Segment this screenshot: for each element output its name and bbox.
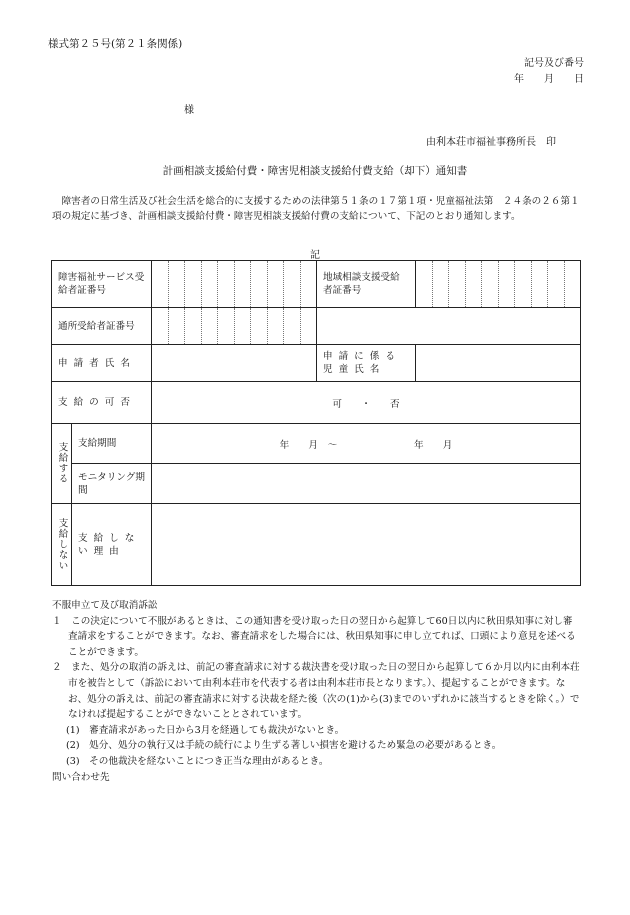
service-recipient-label-cell — [52, 261, 152, 308]
appeal-notes — [52, 598, 582, 785]
form-number: 様式第２５号(第２１条関係) — [48, 38, 183, 50]
child-name-label: 申請に係る児童氏名 — [323, 351, 401, 375]
approval-label-cell — [52, 382, 152, 424]
note-subitem-2: (2) 処分、処分の執行又は手続の続行により生ずる著しい損害を避けるため緊急の必要があるとき。 — [66, 740, 502, 752]
outpatient-label: 通所受給者証番号 — [58, 320, 135, 332]
ki-heading: 記 — [310, 250, 320, 261]
document-title: 計画相談支援給付費・障害児相談支援給付費支給（却下）通知書 — [162, 165, 468, 177]
deny-group-cell — [52, 504, 72, 586]
monitoring-label-cell — [72, 464, 152, 504]
child-name-field[interactable] — [416, 345, 581, 382]
application-form-table — [51, 260, 581, 586]
reference-number-label: 記号及び番号 — [524, 58, 584, 69]
community-support-number-field[interactable] — [416, 261, 581, 308]
note-subitem-1: (1) 審査請求があった日から3月を経過しても裁決がないとき。 — [66, 724, 345, 736]
note-item-2: ２ また、処分の取消の訴えは、前記の審査請求に対する裁決書を受け取った日の翌日から起算して６か月以内に由利本荘市を被告として（訴訟において由利本荘市を代表する者は由利本荘市長となります。）、提起することができます。なお、処分の訴えは、前記の審査請求に対する決裁を経た後（次の(1)から(3)までのいずれかに該当するときを除く。）でなければ提起することができないこととされています。 — [52, 662, 580, 721]
service-recipient-number-field[interactable] — [152, 261, 317, 308]
deny-reason-label: 支給しない理由 — [78, 532, 141, 557]
applicant-name-field[interactable] — [152, 345, 317, 382]
outpatient-blank-cell — [317, 308, 581, 345]
period-value-cell[interactable] — [152, 424, 581, 464]
approval-label: 支給の可否 — [58, 397, 136, 408]
child-label-cell — [317, 345, 416, 382]
period-value: 年 月 ～ 年 月 — [279, 439, 453, 451]
intro-paragraph: 障害者の日常生活及び社会生活を総合的に支援するための法律第５１条の１７第１項・児童福祉法第 ２４条の２６第１項の規定に基づき、計画相談支援給付費・障害児相談支援給付費の支給について、下記のとおり通知します。 — [52, 196, 580, 222]
community-support-label: 地域相談支援受給者証番号 — [323, 272, 400, 296]
period-label-cell — [72, 424, 152, 464]
notes-heading: 不服申立て及び取消訴訟 — [52, 600, 158, 611]
deny-group-label: 支給しない — [56, 518, 68, 571]
outpatient-number-field[interactable] — [152, 308, 317, 345]
applicant-name-label: 申請者氏名 — [58, 357, 136, 369]
contact-label: 問い合わせ先 — [52, 771, 110, 783]
community-support-label-cell — [317, 261, 416, 308]
service-recipient-label: 障害福祉サービス受給者証番号 — [58, 272, 145, 296]
grant-group-cell — [52, 424, 72, 504]
issuer-name: 由利本荘市福祉事務所長 印 — [426, 137, 556, 148]
approval-options: 可 ・ 否 — [332, 398, 400, 410]
applicant-label-cell — [52, 345, 152, 382]
approval-value-cell[interactable] — [152, 382, 581, 424]
deny-reason-label-cell — [72, 504, 152, 586]
addressee-suffix: 様 — [184, 105, 194, 116]
deny-reason-field[interactable] — [152, 504, 581, 586]
note-item-1: １ この決定について不服があるときは、この通知書を受け取った日の翌日から起算して60日以内に秋田県知事に対し審査請求をすることができます。なお、審査請求をした場合には、秋田県知事に申し立てれば、口頭により意見を述べることができます。 — [52, 615, 576, 658]
grant-group-label: 支給する — [56, 442, 68, 485]
date-line: 年 月 日 — [514, 74, 584, 85]
outpatient-label-cell — [52, 308, 152, 345]
monitoring-value-field[interactable] — [152, 464, 581, 504]
monitoring-label: モニタリング期間 — [78, 471, 145, 496]
note-subitem-3: (3) その他裁決を経ないことにつき正当な理由があるとき。 — [66, 755, 329, 767]
period-label: 支給期間 — [78, 438, 117, 449]
